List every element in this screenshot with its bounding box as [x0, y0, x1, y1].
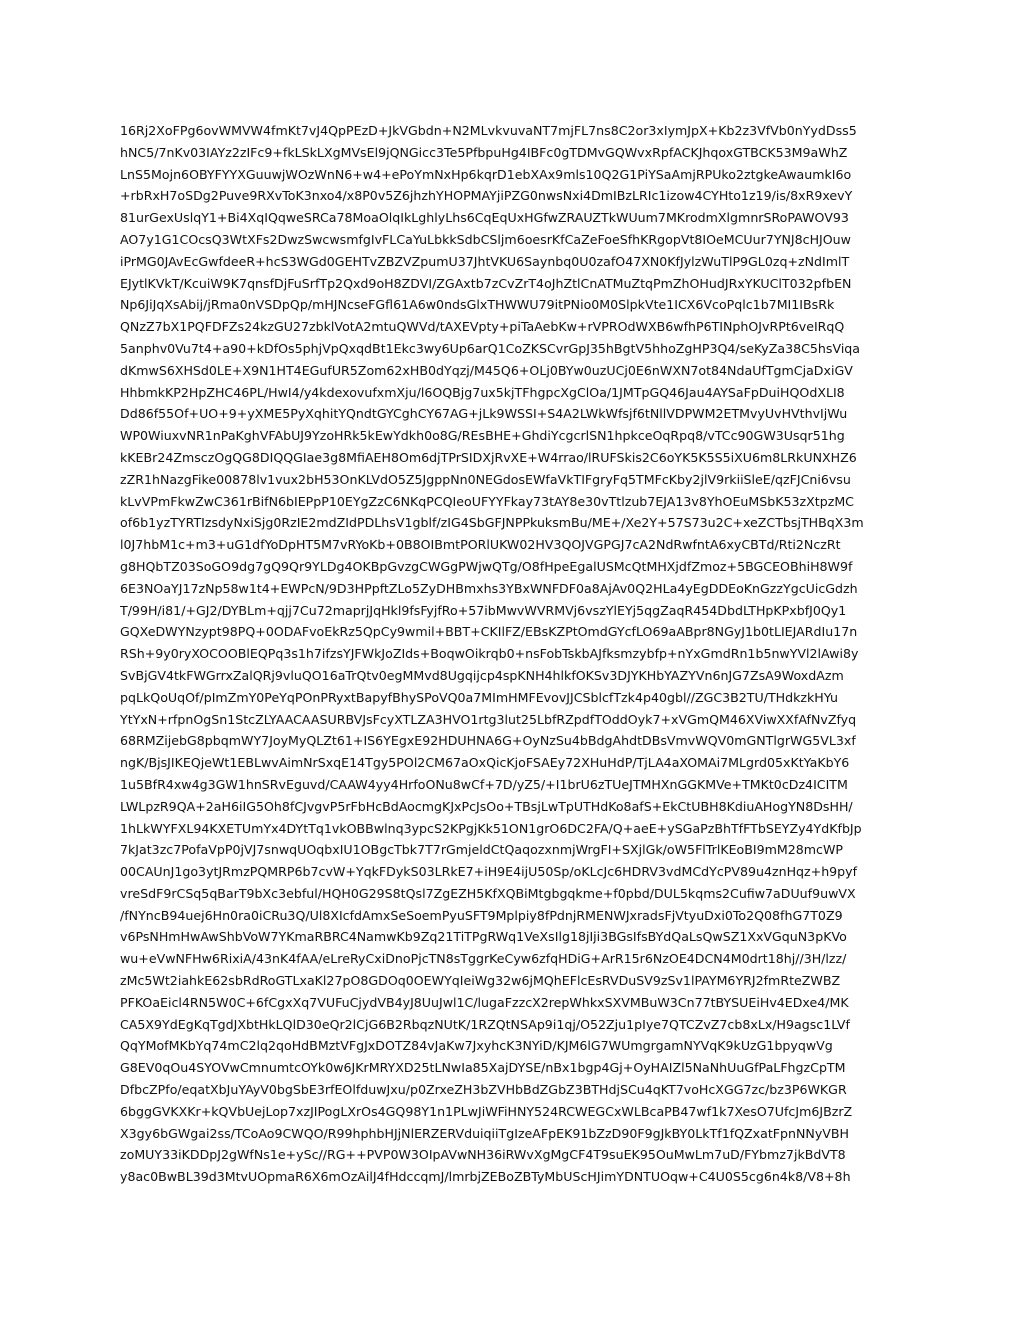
text-line: l0J7hbM1c+m3+uG1dfYoDpHT5M7vRYoKb+0B8OIBmtPORlUKW02HV3QOJVGPGJ7cA2NdRwfntA6xyCBTd/Rti2NczRt — [120, 537, 841, 553]
text-line: 6E3NOaYJ17zNp58w1t4+EWPcN/9D3HPpftZLo5ZyDHBmxhs3YBxWNFDF0a8AjAv0Q2HLa4yEgDDEoKnGzzYgcUicGdzh — [120, 580, 858, 596]
text-line: T/99H/i81/+GJ2/DYBLm+qjj7Cu72maprjJqHkl9fsFyjfRo+57ibMwvWVRMVj6vszYlEYj5qgZaqR454DbdLTHpKPxbfJ0Qy1 — [120, 602, 847, 618]
text-line: 1u5BfR4xw4g3GW1hnSRvEguvd/CAAW4yy4HrfoONu8wCf+7D/yZ5/+I1brU6zTUeJTMHXnGGKMVe+TMKt0cDz4ICITM — [120, 776, 848, 792]
text-line: 68RMZijebG8pbqmWY7JoyMyQLZt61+IS6YEgxE92HDUHNA6G+OyNzSu4bBdgAhdtDBsVmvWQV0mGNTlgrWG5VL3xf — [120, 733, 856, 749]
text-line: 5anphv0Vu7t4+a90+kDfOs5phjVpQxqdBt1Ekc3wy6Up6arQ1CoZKSCvrGpJ35hBgtV5hhoZgHP3Q4/seKyZa38C5hsViqa — [120, 340, 861, 356]
text-line: kKEBr24ZmsczOgQG8DIQQGIae3g8MfiAEH8Om6djTPrSIDXjRvXE+W4rrao/lRUFSkis2C6oYK5K5S5iXU6m8LRkUNXHZ6 — [120, 449, 857, 465]
text-line: DfbcZPfo/eqatXbJuYAyV0bgSbE3rfEOlfduwJxu/p0ZrxeZH3bZVHbBdZGbZ3BTHdjSCu4qKT7voHcXGG7zc/bz3P6WKGR — [120, 1082, 847, 1098]
text-line: 7kJat3zc7PofaVpP0jVJ7snwqUOqbxIU1OBgcTbk7T7rGmjeldCtQaqozxnmjWrgFI+SXjlGk/oW5FlTrlKEoBI9mM28mcWP — [120, 842, 844, 858]
text-line: zZR1hNazgFike00878lv1vux2bH53OnKLVdO5Z5JgppNn0NEGdosEWfaVkTIFgryFq5TMFcKby2jlV9rkiiSleE/qzFJCni6vsu — [120, 471, 851, 487]
text-line: pqLkQoUqOf/pImZmY0PeYqPOnPRyxtBapyfBhySPoVQ0a7MImHMFEvovJJCSblcfTzk4p40gbl//ZGC3B2TU/THdkzkHYu — [120, 689, 839, 705]
text-line: X3gy6bGWgai2ss/TCoAo9CWQO/R99hphbHJjNlERZERVduiqiiTgIzeAFpEK91bZzD90F9gJkBY0LkTf1fQZxatFpnNNyVBH — [120, 1125, 850, 1141]
text-line: 6bggGVKXKr+kQVbUejLop7xzJIPogLXrOs4GQ98Y1n1PLwJiWFiHNY524RCWEGCxWLBcaPB47wf1k7XesO7UfcJm6JBzrZ — [120, 1103, 853, 1119]
text-line: 81urGexUslqY1+Bi4XqIQqweSRCa78MoaOlqIkLghlyLhs6CqEqUxHGfwZRAUZTkWUum7MKrodmXlgmnrSRoPAWOV93 — [120, 210, 849, 226]
text-line: YtYxN+rfpnOgSn1StcZLYAACAASURBVJsFcyXTLZA3HVO1rtg3lut25LbfRZpdfTOddOyk7+xVGmQM46XViwXXfAfNvZfyq — [120, 711, 857, 727]
text-line: hNC5/7nKv03IAYz2zIFc9+fkLSkLXgMVsEl9jQNGicc3Te5PfbpuHg4IBFc0gTDMvGQWvxRpfACKJhqoxGTBCK53M9aWhZ — [120, 144, 848, 160]
text-line: dKmwS6XHSd0LE+X9N1HT4EGufUR5Zom62xHB0dYqzj/M45Q6+OLj0BYw0uzUCj0E6nWXN7ot84NdaUfTgmCjaDxiGV — [120, 362, 853, 378]
text-line: iPrMG0JAvEcGwfdeeR+hcS3WGd0GEHTvZBZVZpumU37JhtVKU6Saynbq0U0zafO47XN0KfJylzWuTlP9GL0zq+zNdImlT — [120, 253, 850, 269]
text-line: GQXeDWYNzypt98PQ+0ODAFvoEkRz5QpCy9wmil+BBT+CKIlFZ/EBsKZPtOmdGYcfLO69aABpr8NGyJ1b0tLIEJARdIu17n — [120, 624, 858, 640]
text-line: 00CAUnJ1go3ytJRmzPQMRP6b7cvW+YqkFDykS03LRkE7+iH9E4ijU50Sp/oKLcJc6HDRV3vdMCdYcPV89u4znHqz+h9pyf — [120, 864, 858, 880]
text-line: 16Rj2XoFPg6ovWMVW4fmKt7vJ4QpPEzD+JkVGbdn+N2MLvkvuvaNT7mjFL7ns8C2or3xIymJpX+Kb2z3VfVb0nYydDss5 — [120, 123, 857, 138]
text-line: EJytlKVkT/KcuiW9K7qnsfDjFuSrfTp2Qxd9oH8ZDVI/ZGAxtb7zCvZrT4oJhZtlCnATMuZtqPmZhOHudJRxYKUClT032pfbEN — [120, 275, 852, 291]
text-line: WP0WiuxvNR1nPaKghVFAbUJ9YzoHRk5kEwYdkh0o8G/REsBHE+GhdiYcgcrlSN1hpkceOqRpq8/vTCc90GW3Usqr51hg — [120, 428, 845, 444]
text-line: LWLpzR9QA+2aH6iIG5Oh8fCJvgvP5rFbHcBdAocmgKJxPcJsOo+TBsjLwTpUTHdKo8afS+EkCtUBH8KdiuAHogYN8DsHH/ — [120, 798, 853, 814]
text-line: QNzZ7bX1PQFDFZs24kzGU27zbklVotA2mtuQWVd/tAXEVpty+piTaAebKw+rVPROdWXB6wfhP6TINphOJvRPt6veIRqQ — [120, 319, 845, 335]
text-line: HhbmkKP2HpZHC46PL/HwI4/y4kdexovufxmXju/l6OQBjg7ux5kjTFhgpcXgClOa/1JMTpGQ46Jau4AYSaFpDuiHQOdXLI8 — [120, 384, 845, 400]
text-line: /fNYncB94uej6Hn0ra0iCRu3Q/Ul8XIcfdAmxSeSoemPyuSFT9Mplpiy8fPdnjRMENWJxradsFjVtyuDxi0To2Q08fhG7T0Z9 — [120, 907, 843, 923]
text-line: +rbRxH7oSDg2Puve9RXvToK3nxo4/x8P0v5Z6jhzhYHOPMAYjiPZG0nwsNxi4DmIBzLRIc1izow4CYHto1z19/is/8xR9xevY — [120, 188, 853, 204]
text-line: 1hLkWYFXL94KXETUmYx4DYtTq1vkOBBwlnq3ypcS2KPgjKk51ON1grO6DC2FA/Q+aeE+ySGaPzBhTfFTbSEYZy4YdKfbJp — [120, 820, 862, 836]
text-line: zoMUY33iKDDpJ2gWfNs1e+ySc//RG++PVP0W3OIpAVwNH36iRWvXgMgCF4T9suEK95OuMwLm7uD/FYbmz7jkBdVT8 — [120, 1147, 846, 1163]
text-line: LnS5Mojn6OBYFYYXGuuwjWOzWnN6+w4+ePoYmNxHp6kqrD1ebXAx9mls10Q2G1PiYSaAmjRPUko2ztgkeAwaumkI6o — [120, 166, 852, 182]
text-line: kLvVPmFkwZwC361rBifN6bIEPpP10EYgZzC6NKqPCQIeoUFYYFkay73tAY8e30vTtlzub7EJA13v8YhOEuMSbK53zXtpzMC — [120, 493, 854, 509]
text-line: v6PsNHmHwAwShbVoW7YKmaRBRC4NamwKb9Zq21TiTPgRWq1VeXsIlg18jIji3BGsIfsBYdQaLsQwSZ1XxVGquN3pKVo — [120, 929, 847, 945]
encoded-text-block — [120, 120, 910, 1188]
text-line: zMc5Wt2iahkE62sbRdRoGTLxaKl27pO8GDOq0OEWYqIeiWg32w6jMQhEFlcEsRVDuSV9zSv1lPAYM6YRJ2fmRteZWBZ — [120, 973, 841, 989]
text-line: PFKOaEicl4RN5W0C+6fCgxXq7VUFuCjydVB4yJ8UuJwl1C/lugaFzzcX2repWhkxSXVMBuW3Cn77tBYSUEiHv4EDxe4/MK — [120, 994, 849, 1010]
text-line: Np6JiJqXsAbij/jRma0nVSDpQp/mHJNcseFGfl61A6w0ndsGlxTHWWU79itPNio0M0SlpkVte1ICX6VcoPqlc1b7MI1IBsRk — [120, 297, 835, 313]
text-line: vreSdF9rCSq5qBarT9bXc3ebful/HQH0G29S8tQsl7ZgEZH5KfXQBiMtgbgqkme+f0pbd/DUL5kqms2Cufiw7aDUuf9uwVX — [120, 885, 856, 901]
text-line: wu+eVwNFHw6RixiA/43nK4fAA/eLreRyCxiDnoPjcTN8sTggrKeCyw6zfqHDiG+ArR15r6NzOE4DCN4M0drt18hj//3H/lzz/ — [120, 951, 847, 967]
text-line: G8EV0qOu4SYOVwCmnumtcOYk0w6JKrMRYXD25tLNwIa85XajDYSE/nBx1bgp4Gj+OyHAIZl5NaNhUuGfPaLFhgzCpTM — [120, 1060, 846, 1076]
text-line: y8ac0BwBL39d3MtvUOpmaR6X6mOzAilJ4fHdccqmJ/lmrbjZEBoZBTyMbUScHJimYDNTUOqw+C4U0S5cg6n4k8/V8+8h — [120, 1169, 851, 1185]
text-line: g8HQbTZ03SoGO9dg7gQ9Qr9YLDg4OKBpGvzgCWGgPWjwQTg/O8fHpeEgalUSMcQtMHXjdfZmoz+5BGCEOBhiH8W9f — [120, 558, 853, 574]
text-line: SvBjGV4tkFWGrrxZalQRj9vluQO16aTrQtv0egMMvd8Ugqijcp4spKNH4hlkfOKSv3DJYKHbYAZYVn6nJG7ZsA9WoxdAzm — [120, 667, 844, 683]
text-line: Dd86f55Of+UO+9+yXME5PyXqhitYQndtGYCghCY67AG+jLk9WSSI+S4A2LWkWfsjf6tNllVDPWM2ETMvyUvHVthvIjWu — [120, 406, 848, 422]
text-line: CA5X9YdEgKqTgdJXbtHkLQlD30eQr2lCjG6B2RbqzNUtK/1RZQtNSAp9i1qj/O52Zju1pIye7QTCZvZ7cb8xLx/H9agsc1LVf — [120, 1016, 850, 1032]
text-line: ngK/BjsJIKEQjeWt1EBLwvAimNrSxqE14Tgy5POl2CM67aOxQicKjoFSAEy72XHuHdP/TjLA4aXOMAi7MLgrd05xKtYaKbY6 — [120, 755, 850, 771]
text-line: QqYMofMKbYq74mC2lq2qoHdBMztVFgJxDOTZ84vJaKw7JxyhcK3NYiD/KJM6lG7WUmgrgamNYVqK9kUzG1bpyqwVg — [120, 1038, 833, 1054]
text-line: of6b1yzTYRTIzsdyNxiSjg0RzIE2mdZIdPDLhsV1gblf/zIG4SbGFJNPPkuksmBu/ME+/Xe2Y+57S73u2C+xeZCTbsjTHBqX3m — [120, 515, 864, 531]
text-line: AO7y1G1COcsQ3WtXFs2DwzSwcwsmfgIvFLCaYuLbkkSdbCSljm6oesrKfCaZeFoeSfhKRgopVt8IOeMCUur7YNJ8cHJOuw — [120, 231, 851, 247]
text-line: RSh+9y0ryXOCOOBlEQPq3s1h7ifzsYJFWkJoZIds+BoqwOikrqb0+nsFobTskbAJfksmzybfp+nYxGmdRn1b5nwYVl2lAwi8y — [120, 646, 859, 662]
